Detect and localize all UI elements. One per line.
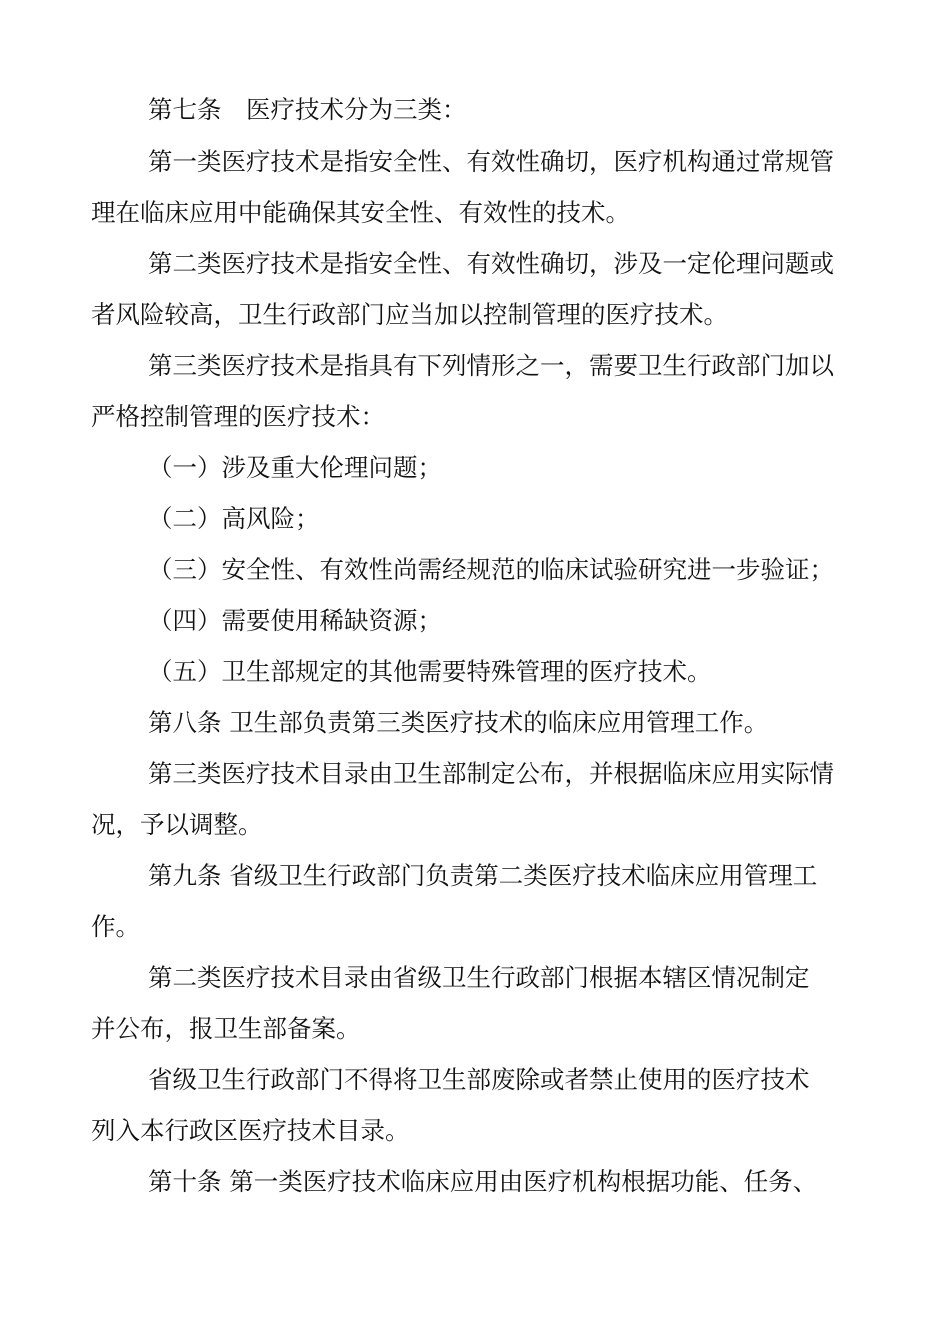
article-8-heading: 第八条 卫生部负责第三类医疗技术的临床应用管理工作。 — [148, 708, 769, 737]
article-9-para-2-line-2: 列入本行政区医疗技术目录。 — [91, 1116, 410, 1145]
category-3-line-1: 第三类医疗技术是指具有下列情形之一，需要卫生行政部门加以 — [148, 351, 834, 380]
list-item-3: （三）安全性、有效性尚需经规范的临床试验研究进一步验证； — [148, 555, 834, 584]
list-item-4: （四）需要使用稀缺资源； — [148, 606, 442, 635]
list-item-5: （五）卫生部规定的其他需要特殊管理的医疗技术。 — [148, 657, 712, 686]
category-1-line-1: 第一类医疗技术是指安全性、有效性确切，医疗机构通过常规管 — [148, 147, 834, 176]
article-9-heading-line-2: 作。 — [91, 912, 140, 941]
article-9-para-1-line-1: 第二类医疗技术目录由省级卫生行政部门根据本辖区情况制定 — [148, 963, 810, 992]
article-9-para-2-line-1: 省级卫生行政部门不得将卫生部废除或者禁止使用的医疗技术 — [148, 1065, 810, 1094]
list-item-1: （一）涉及重大伦理问题； — [148, 453, 442, 482]
article-8-para-line-2: 况，予以调整。 — [91, 810, 263, 839]
article-9-heading-line-1: 第九条 省级卫生行政部门负责第二类医疗技术临床应用管理工 — [148, 861, 818, 890]
category-2-line-1: 第二类医疗技术是指安全性、有效性确切，涉及一定伦理问题或 — [148, 249, 834, 278]
category-3-line-2: 严格控制管理的医疗技术： — [91, 402, 385, 431]
category-1-line-2: 理在临床应用中能确保其安全性、有效性的技术。 — [91, 198, 630, 227]
article-7-heading: 第七条 医疗技术分为三类： — [148, 95, 467, 124]
article-9-para-1-line-2: 并公布，报卫生部备案。 — [91, 1014, 361, 1043]
article-10-heading: 第十条 第一类医疗技术临床应用由医疗机构根据功能、任务、 — [148, 1167, 818, 1196]
article-8-para-line-1: 第三类医疗技术目录由卫生部制定公布，并根据临床应用实际情 — [148, 759, 834, 788]
category-2-line-2: 者风险较高，卫生行政部门应当加以控制管理的医疗技术。 — [91, 300, 728, 329]
list-item-2: （二）高风险； — [148, 504, 320, 533]
